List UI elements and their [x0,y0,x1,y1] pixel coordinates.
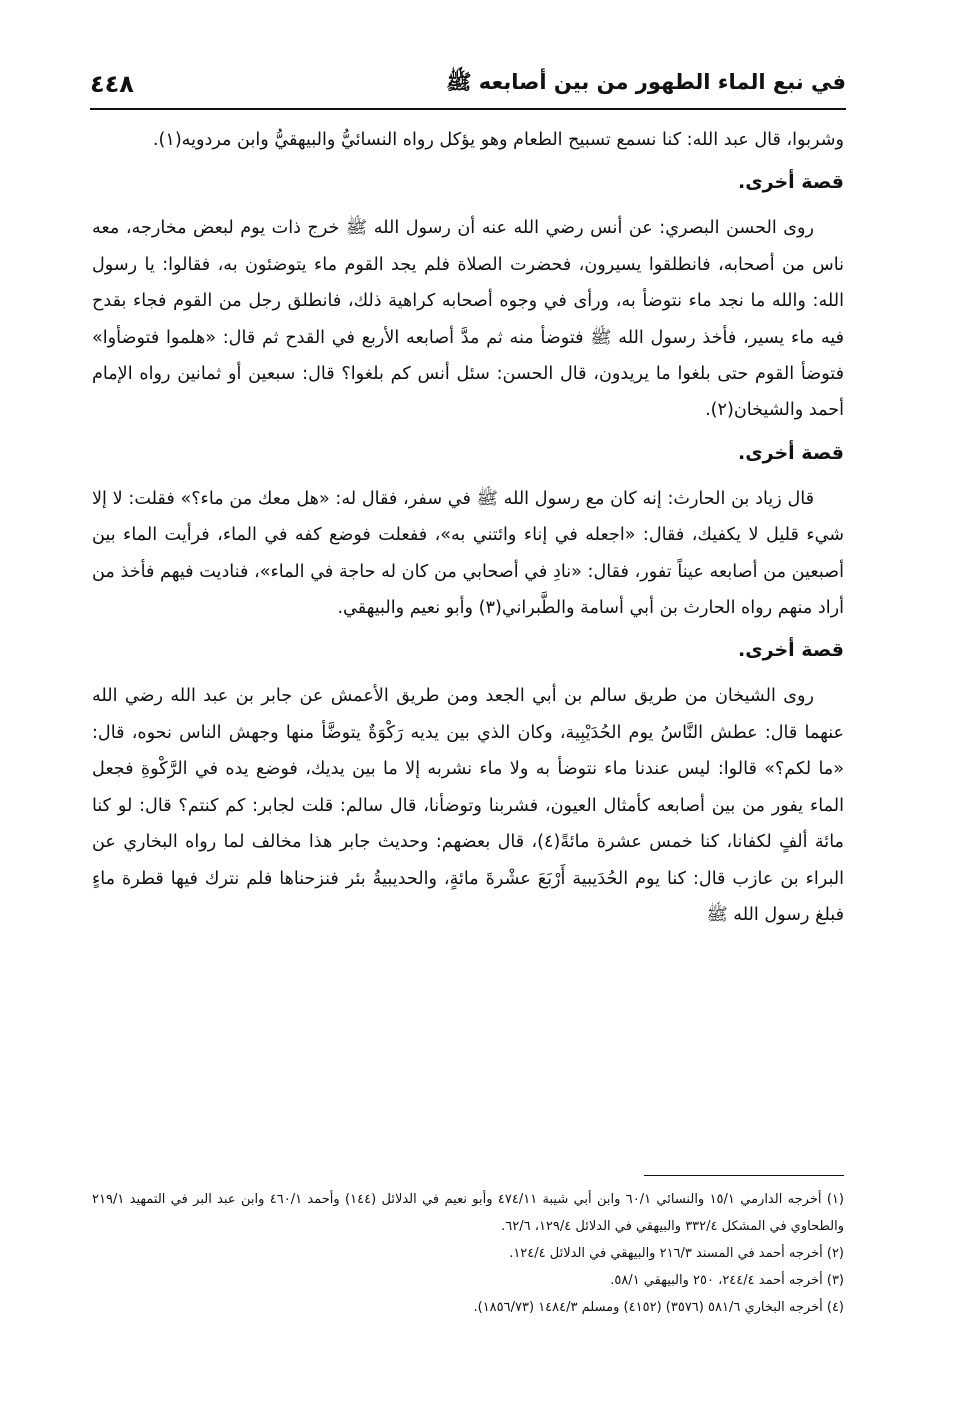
footnote: (٣) أخرجه أحمد ٢٤٤/٤، ٢٥٠ والبيهقي ٥٨/١. [610,1273,844,1288]
paragraph: روى الشيخان من طريق سالم بن أبي الجعد ومن طريق الأعمش عن جابر بن عبد الله رضي الله عنهما قال: عطش النَّاسُ يوم الحُدَيْبِية، وكان الذي بين يديه رَكْوَةٌ يتوضَّأ منها وجهش الناس نحوه، قال: «ما لكم؟» قالوا: ليس عندنا ماء نتوضأ به ولا ماء نشربه إلا ما بين يديك، فوضع يده في الرَّكْوةِ فجعل الماء يفور من بين أصابعه كأمثال العيون، فشربنا وتوضأنا، قال سالم: قلت لجابر: كم كنتم؟ قال: لو كنا مائة ألفٍ لكفانا، كنا خمس عشرة مائةً(٤)، قال بعضهم: وحديث جابر هذا مخالف لما رواه البخاري عن البراء بن عازب قال: كنا يوم الحُدَيبية أَرْبَعَ عشْرةَ مائةٍ، والحديبيةُ بئر فنزحناها فلم نترك فيها قطرة ماءٍ فبلغ رسول الله ﷺ [92,686,844,925]
page-number: ٤٤٨ [90,70,134,98]
footnotes [92,1186,844,1321]
footnote: (٢) أخرجه أحمد في المسند ٢١٦/٣ والبيهقي في الدلائل ١٢٤/٤. [509,1246,844,1261]
section-heading: قصة أخرى. [738,639,844,662]
section-heading: قصة أخرى. [738,171,844,194]
paragraph: قال زياد بن الحارث: إنه كان مع رسول الله ﷺ في سفر، فقال له: «هل معك من ماء؟» فقلت: لا إلا شيء قليل لا يكفيك، فقال: «اجعله في إناء وائتني به»، ففعلت فوضع كفه في الماء، فرأيت الماء بين أصبعين من أصابعه عيناً تفور، فقال: «نادِ في أصحابي من كان له حاجة في الماء»، فناديت فيهم فأخذ من أراد منهم رواه الحارث بن أبي أسامة والطَّبراني(٣) وأبو نعيم والبيهقي. [92,488,844,619]
main-text [92,122,844,933]
footnote-divider [644,1175,844,1176]
running-title: في نبع الماء الطهور من بين أصابعه ﷺ [446,69,846,94]
footnote: (٤) أخرجه البخاري ٥٨١/٦ (٣٥٧٦) (٤١٥٢) ومسلم ١٤٨٤/٣ (١٨٥٦/٧٣). [473,1300,844,1315]
paragraph-continuation: وشربوا، قال عبد الله: كنا نسمع تسبيح الطعام وهو يؤكل رواه النسائيُّ والبيهقيُّ وابن مردويه(١). [152,130,844,150]
paragraph: روى الحسن البصري: عن أنس رضي الله عنه أن رسول الله ﷺ خرج ذات يوم لبعض مخارجه، معه ناس من أصحابه، فانطلقوا يسيرون، فحضرت الصلاة فلم يجد القوم ماء يتوضئون به، فقالوا: يا رسول الله: والله ما نجد ماء نتوضأ به، ورأى في وجوه أصحابه كراهية ذلك، فانطلق رجل من القوم فجاء بقدح فيه ماء يسير، فأخذ رسول الله ﷺ فتوضأ منه ثم مدَّ أصابعه الأربع في القدح ثم قال: «هلموا فتوضأوا» فتوضأ القوم حتى بلغوا ما يريدون، قال الحسن: سئل أنس كم بلغوا؟ قال: سبعين أو ثمانين رواه الإمام أحمد والشيخان(٢). [92,218,844,421]
running-header [90,62,846,106]
section-heading: قصة أخرى. [738,441,844,464]
footnote: (١) أخرجه الدارمي ١٥/١ والنسائي ٦٠/١ وابن أبي شيبة ٤٧٤/١١ وأبو نعيم في الدلائل (١٤٤) وأحمد ٤٦٠/١ وابن عبد البر في التمهيد ٢١٩/١ والطحاوي في المشكل ٣٣٢/٤ والبيهقي في الدلائل ١٢٩/٤، ٦٢/٦. [92,1192,844,1234]
header-divider [90,108,846,110]
